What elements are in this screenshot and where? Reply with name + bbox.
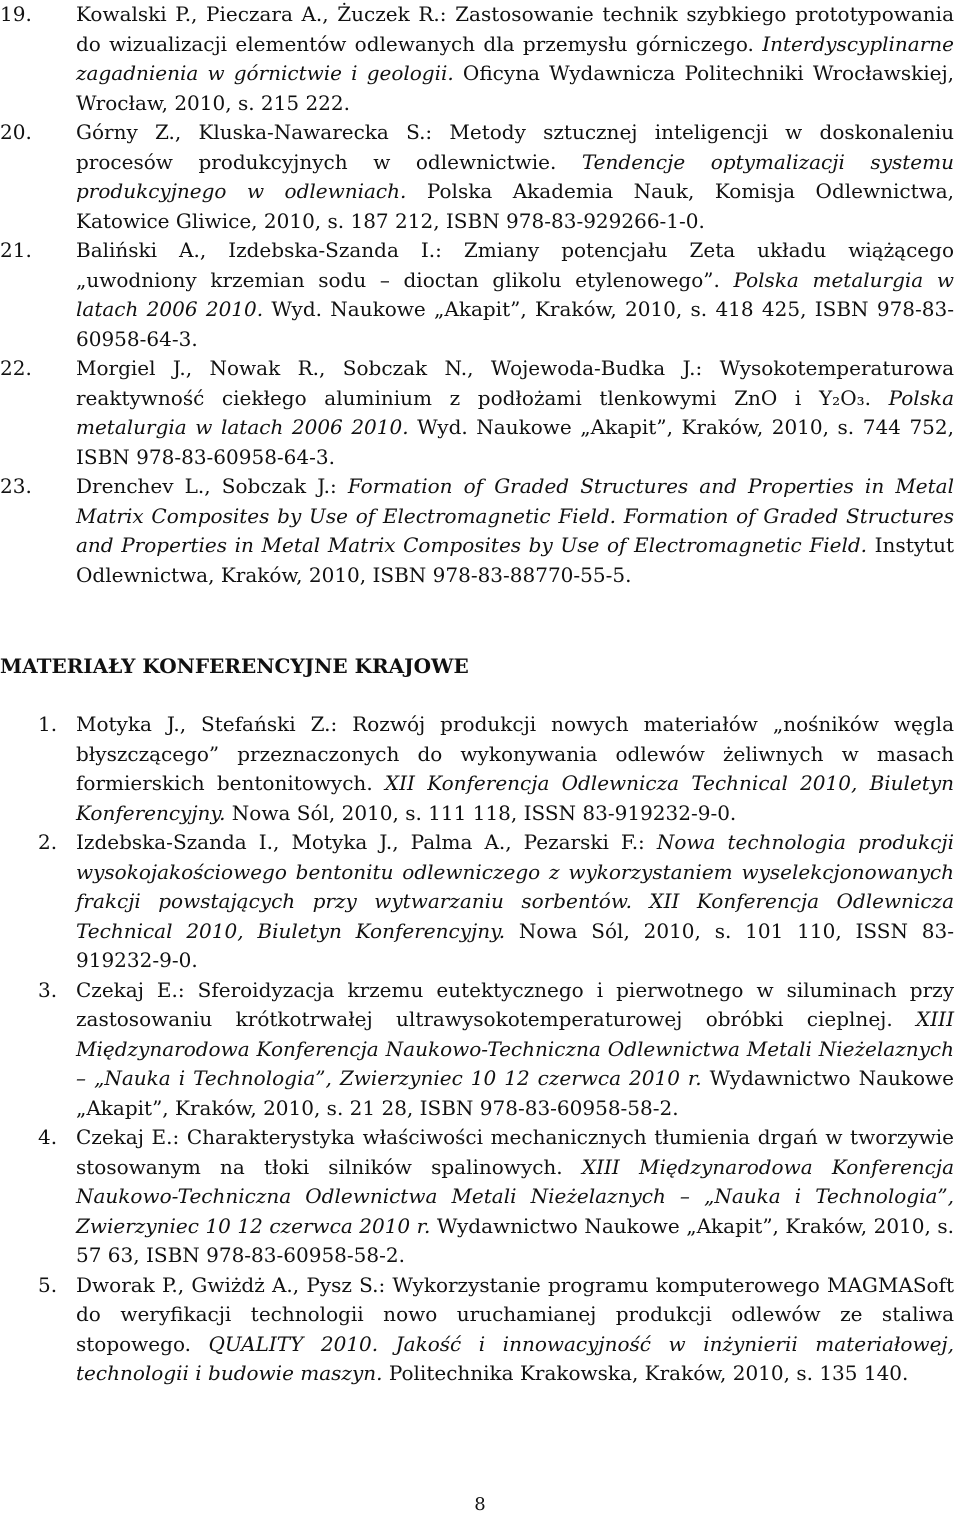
reference-title-italic: Tendencje optymalizacji systemu produkcyjnego w odlewniach. <box>76 149 954 203</box>
reference-item <box>0 976 960 1124</box>
reference-number: 19. <box>0 2 32 26</box>
reference-number: 2. <box>38 830 58 854</box>
page-number: 8 <box>474 1494 486 1515</box>
reference-text: Morgiel J., Nowak R., Sobczak N., Wojewoda-Budka J.: Wysokotemperaturowa reaktywność ciekłego aluminium z podłożami tlenkowymi ZnO i Y₂O₃. <box>76 356 954 410</box>
reference-text: Polska Akademia Nauk, Komisja Odlewnictwa, Katowice Gliwice, 2010, s. 187 212, ISBN 978-83-929266-1-0. <box>76 179 955 233</box>
reference-title-italic: Interdyscyplinarne zagadnienia w górnictwie i geologii. <box>76 31 954 85</box>
reference-text: Wydawnictwo Naukowe „Akapit”, Kraków, 2010, s. 57 63, ISBN 978-83-60958-58-2. <box>76 1213 954 1267</box>
reference-item <box>0 1123 960 1271</box>
reference-text: Politechnika Krakowska, Kraków, 2010, s. 135 140. <box>382 1361 909 1385</box>
reference-number: 5. <box>38 1272 58 1297</box>
reference-text: Górny Z., Kluska-Nawarecka S.: Metody sztucznej inteligencji w doskonaleniu procesów produkcyjnych w odlewnictwie. <box>76 120 954 174</box>
reference-text: Czekaj E.: Sferoidyzacja krzemu eutektycznego i pierwotnego w siluminach przy zastosowaniu krótkotrwałej ultrawysokotemperaturowej obróbki cieplnej. <box>76 977 954 1031</box>
reference-text: Nowa Sól, 2010, s. 111 118, ISSN 83-919232-9-0. <box>225 800 737 825</box>
reference-text: Nowa Sól, 2010, s. 101 110, ISSN 83-919232-9-0. <box>76 918 954 972</box>
reference-text: Czekaj E.: Charakterystyka właściwości mechanicznych tłumienia drgań w tworzywie stosowanym na tłoki silników spalinowych. <box>76 1125 954 1179</box>
reference-text: Dworak P., Gwiżdż A., Pysz S.: Wykorzystanie programu komputerowego MAGMASoft do weryfikacji technologii nowo uruchamianej produkcji odlewów ze staliwa stopowego. <box>76 1272 954 1356</box>
reference-number: 20. <box>0 120 32 144</box>
reference-text: Oficyna Wydawnicza Politechniki Wrocławskiej, Wrocław, 2010, s. 215 222. <box>76 61 954 115</box>
reference-number: 1. <box>38 712 58 736</box>
reference-item <box>0 1271 960 1389</box>
reference-title-italic: Nowa technologia produkcji wysokojakościowego bentonitu odlewniczego z wykorzystaniem wyselekcjonowanych frakcji powstających przy wytwarzaniu sorbentów. XII Konferencja Odlewnicza Technical 2010, Biuletyn Konferencyjny. <box>76 830 955 943</box>
reference-text: Kowalski P., Pieczara A., Żuczek R.: Zastosowanie technik szybkiego prototypowania do wizualizacji elementów odlewanych dla przemysłu górniczego. <box>76 2 954 56</box>
reference-title-italic: XIII Międzynarodowa Konferencja Naukowo-Techniczna Odlewnictwa Metali Nieżelaznych – „Nauka i Technologia”, Zwierzyniec 10 12 czerwca 2010 r. <box>76 1154 954 1238</box>
reference-text: Instytut Odlewnictwa, Kraków, 2010, ISBN 978-83-88770-55-5. <box>76 533 954 587</box>
reference-title-italic: Polska metalurgia w latach 2006 2010. <box>76 385 954 439</box>
reference-text: Wyd. Naukowe „Akapit”, Kraków, 2010, s. 418 425, ISBN 978-83-60958-64-3. <box>76 297 954 351</box>
reference-item <box>0 118 960 236</box>
reference-item <box>0 236 960 354</box>
section-heading: MATERIAŁY KONFERENCYJNE KRAJOWE <box>0 654 469 678</box>
reference-item <box>0 710 960 828</box>
reference-list-conferences <box>0 710 960 1389</box>
reference-item <box>0 828 960 976</box>
reference-title-italic: QUALITY 2010. Jakość i innowacyjność w inżynierii materiałowej, technologii i budowie maszyn. <box>76 1331 954 1385</box>
reference-number: 22. <box>0 356 32 380</box>
reference-title-italic: Formation of Graded Structures and Properties in Metal Matrix Composites by Use of Electromagnetic Field. Formation of Graded Structures and Properties in Metal Matrix Composites by Use of Electromagnetic Field. <box>76 474 954 557</box>
reference-title-italic: XIII Międzynarodowa Konferencja Naukowo-Techniczna Odlewnictwa Metali Nieżelaznych – „Nauka i Technologia”, Zwierzyniec 10 12 czerwca 2010 r. <box>76 1007 954 1090</box>
reference-item <box>0 472 960 590</box>
reference-list-publications <box>0 0 960 590</box>
reference-text: Motyka J., Stefański Z.: Rozwój produkcji nowych materiałów „nośników węgla błyszczącego” przeznaczonych do wykonywania odlewów żeliwnych w masach formierskich bentonitowych. <box>76 712 954 795</box>
reference-number: 21. <box>0 238 32 262</box>
reference-number: 23. <box>0 474 32 498</box>
reference-text: Wydawnictwo Naukowe „Akapit”, Kraków, 2010, s. 21 28, ISBN 978-83-60958-58-2. <box>76 1066 954 1120</box>
reference-title-italic: Polska metalurgia w latach 2006 2010. <box>76 267 954 321</box>
reference-text: Izdebska-Szanda I., Motyka J., Palma A., Pezarski F.: <box>76 830 657 854</box>
reference-text: Wyd. Naukowe „Akapit”, Kraków, 2010, s. 744 752, ISBN 978-83-60958-64-3. <box>76 415 954 469</box>
reference-number: 4. <box>38 1125 58 1149</box>
reference-text: Drenchev L., Sobczak J.: <box>76 474 348 498</box>
reference-item <box>0 354 960 472</box>
reference-number: 3. <box>38 977 58 1002</box>
reference-text: Baliński A., Izdebska-Szanda I.: Zmiany potencjału Zeta układu wiążącego „uwodniony krzemian sodu – dioctan glikolu etylenowego”. <box>76 238 954 292</box>
reference-item <box>0 0 960 118</box>
reference-title-italic: XII Konferencja Odlewnicza Technical 2010, Biuletyn Konferencyjny. <box>76 771 954 825</box>
